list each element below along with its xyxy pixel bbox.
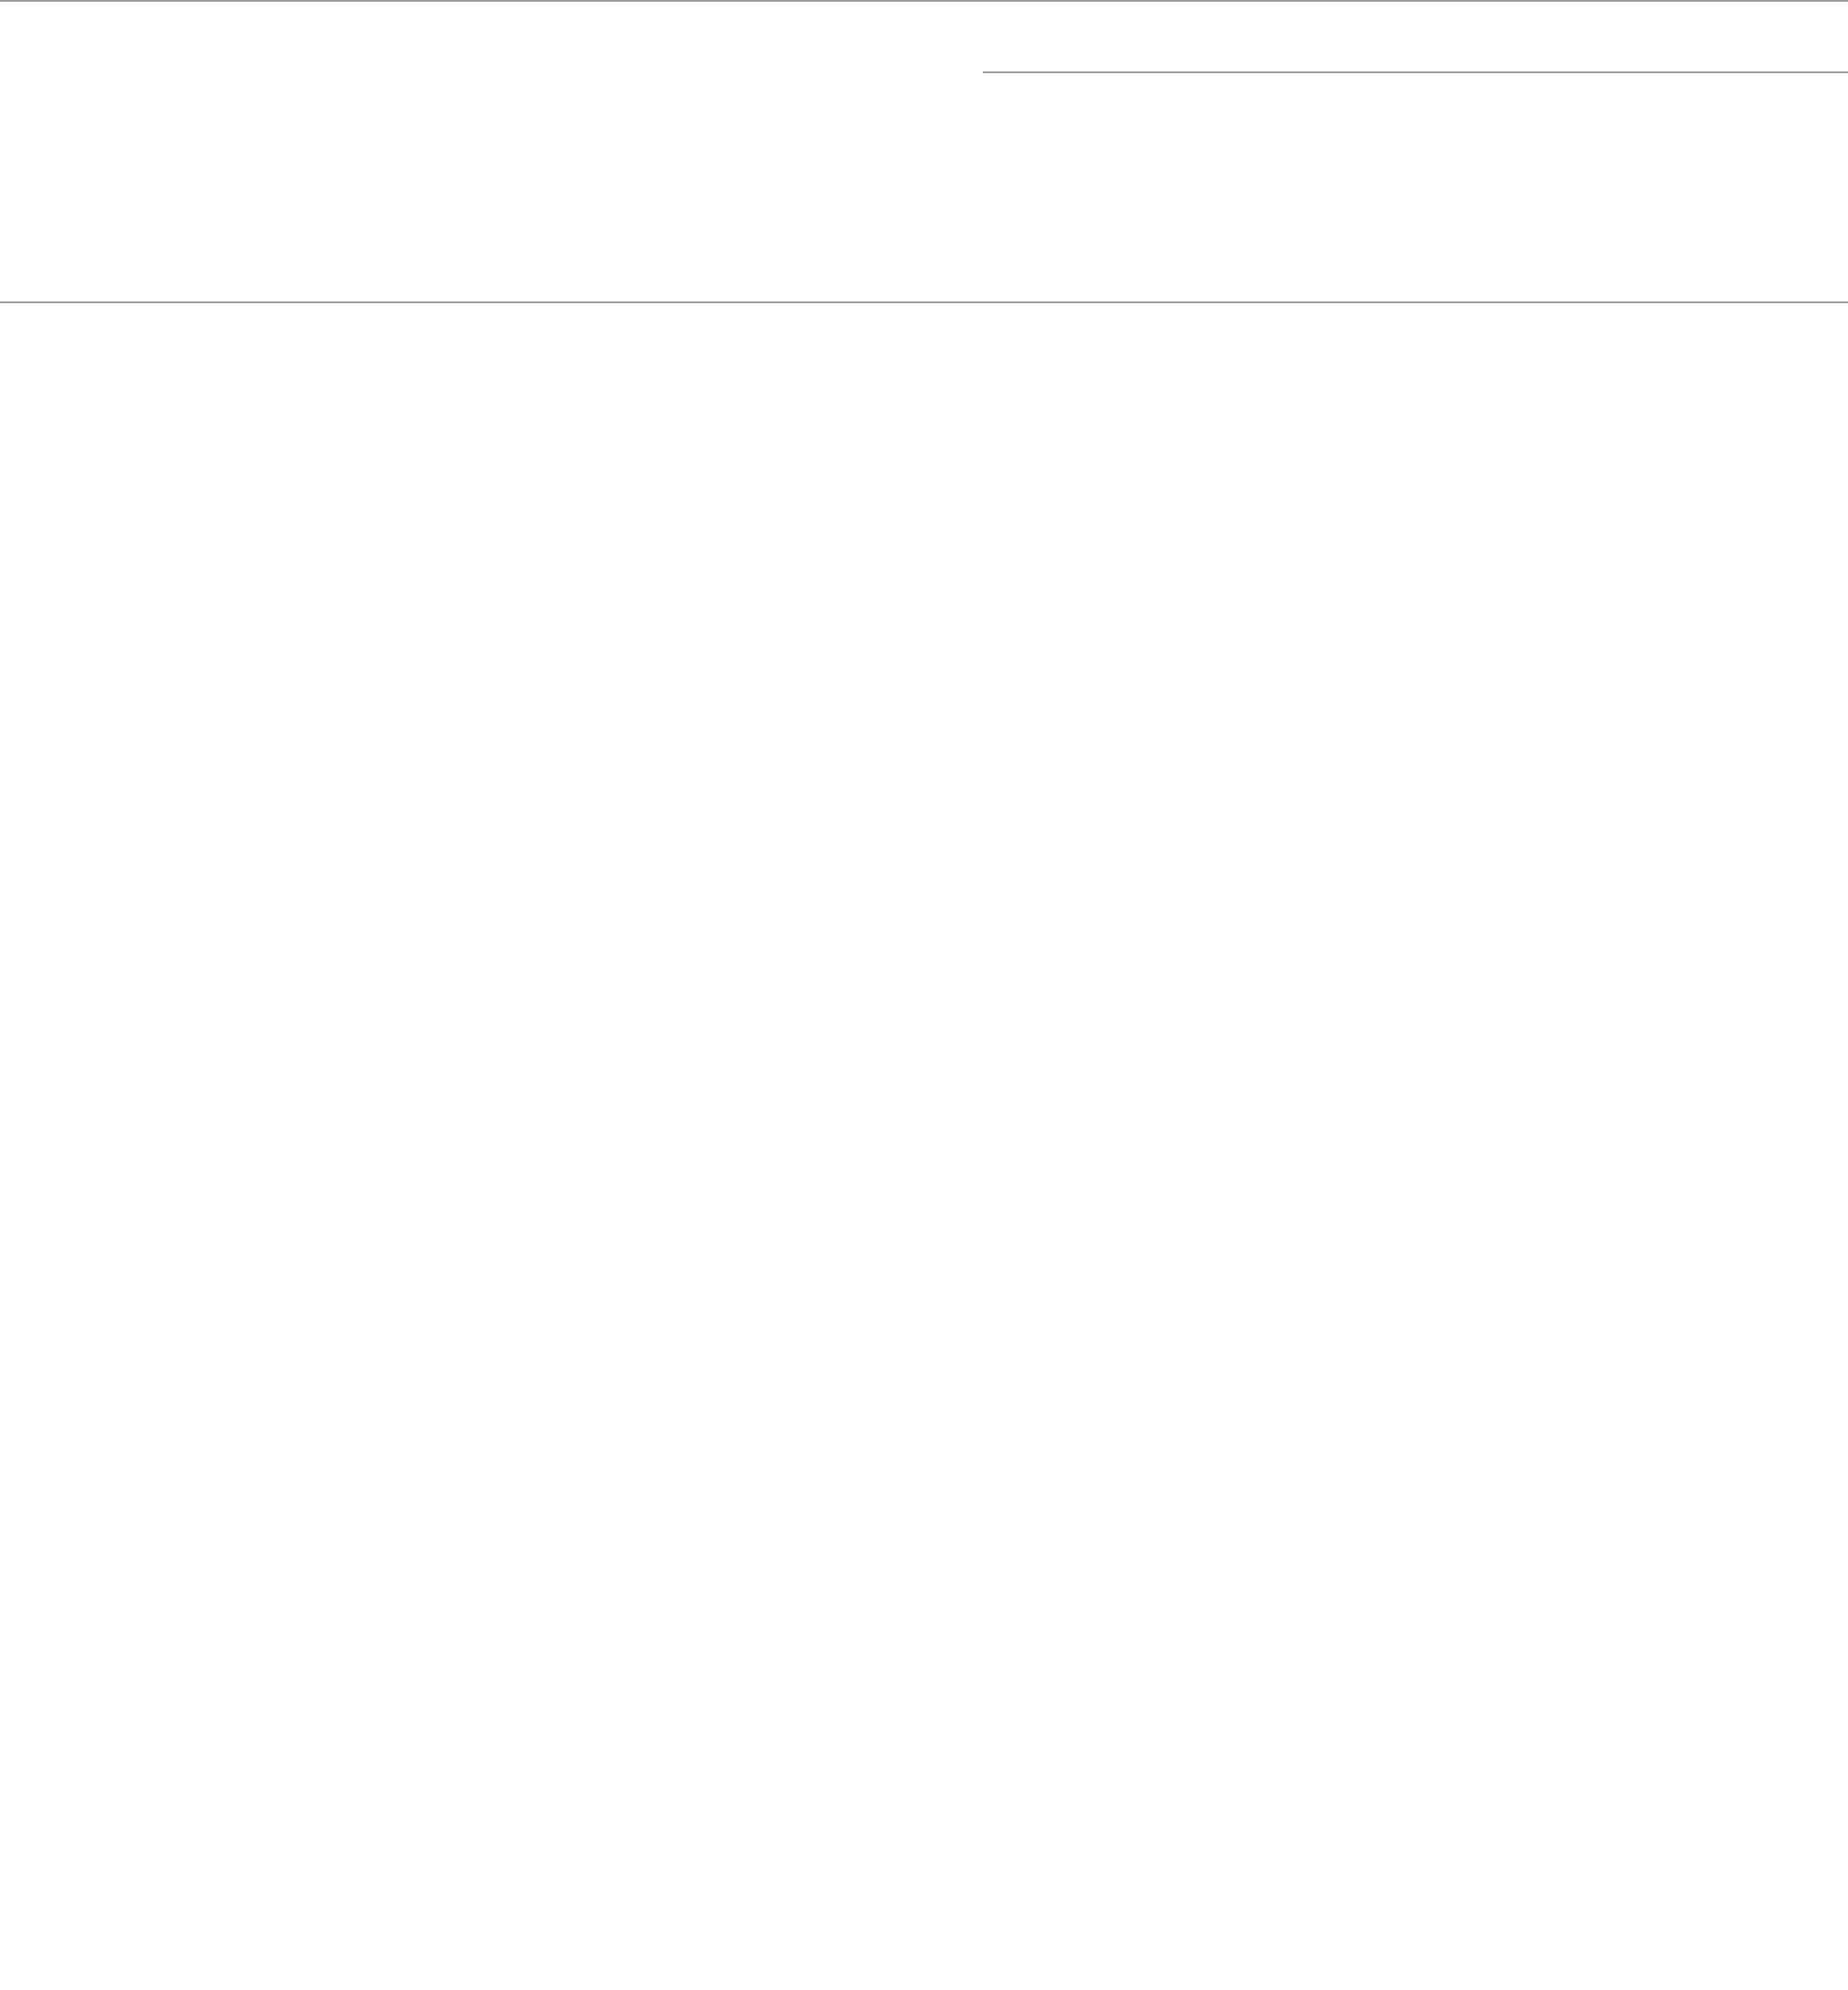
rnaseq-e-header (1415, 72, 1631, 143)
qrtpcr-f-unit-header (1631, 143, 1848, 302)
group2-header (1415, 2, 1848, 72)
rnaseq-e-unit-header (1415, 143, 1631, 302)
function-column-header (617, 143, 983, 302)
qrtpcr-header (1199, 72, 1415, 143)
qrtpcr-unit-header (1199, 143, 1415, 302)
table-header (0, 1, 1848, 302)
qrtpcr-f-header (1631, 72, 1848, 143)
n-column-header (530, 143, 617, 302)
rnaseq-unit-header (983, 143, 1199, 302)
gene-column-header (0, 143, 530, 302)
expression-table (0, 0, 1848, 303)
rnaseq-header (983, 72, 1199, 143)
group1-header (983, 2, 1415, 72)
